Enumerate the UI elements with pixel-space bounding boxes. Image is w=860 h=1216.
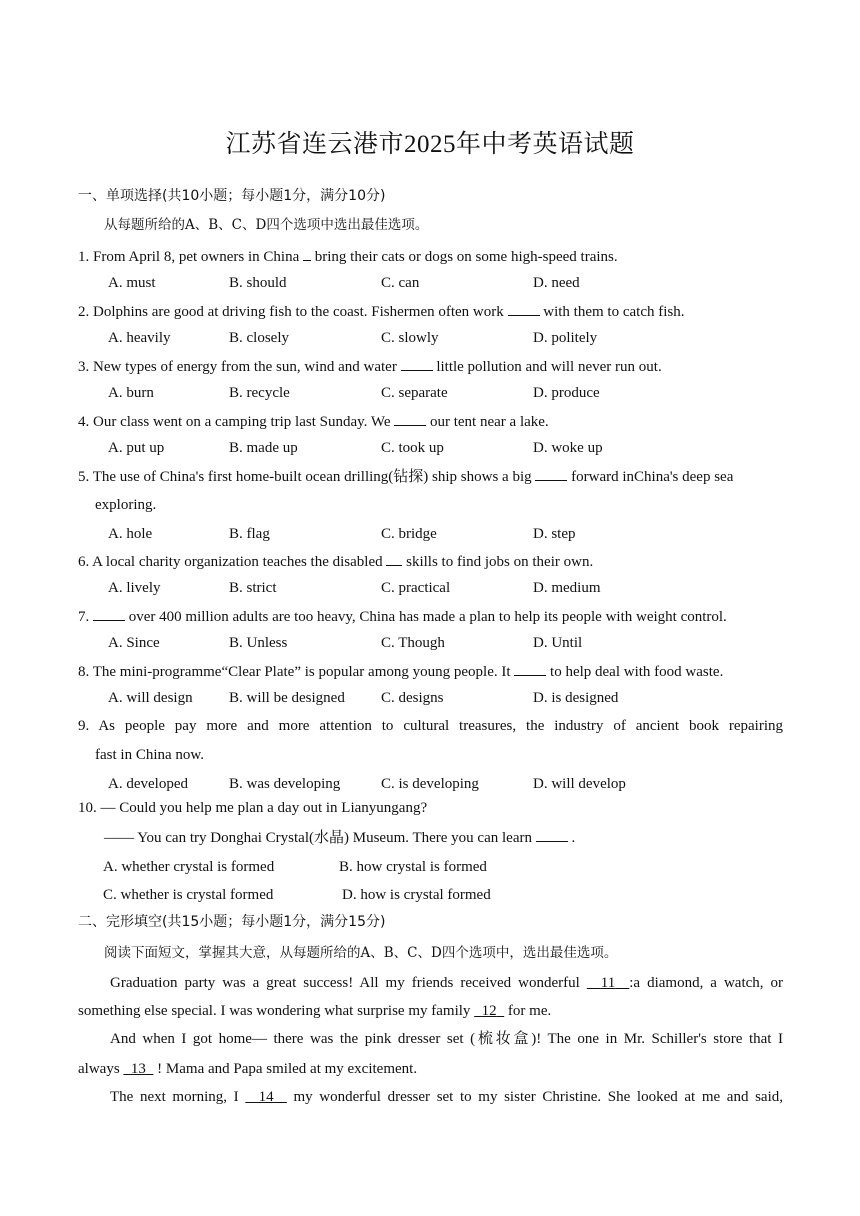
option-b: B. will be designed (229, 690, 345, 706)
option-b: B. closely (229, 330, 289, 346)
question-stem (78, 798, 427, 818)
option-d: D. step (533, 526, 576, 542)
option-a: A. put up (108, 440, 165, 456)
question-continuation (104, 827, 575, 848)
option-b: B. should (229, 275, 287, 291)
answer-blank (394, 411, 426, 426)
question-text: . (567, 830, 576, 846)
question-text: 1. From April 8, pet owners in China (78, 249, 303, 265)
passage-text: Graduation party was a great success! All my friends received wonderful (110, 975, 587, 991)
question-stem (78, 661, 723, 682)
blank-number: 13 (130, 1061, 146, 1077)
option-b: B. made up (229, 440, 298, 456)
question-text: bring their cats or dogs on some high-speed trains. (311, 249, 618, 265)
passage-text: ! Mama and Papa smiled at my excitement. (153, 1061, 418, 1077)
question-stem (78, 301, 684, 322)
option-d: D. will develop (533, 776, 626, 792)
question-text: 7. (78, 609, 93, 625)
section-1-instruction: 从每题所给的A、B、C、D四个选项中选出最佳选项。 (104, 217, 429, 233)
question-text: skills to find jobs on their own. (402, 554, 594, 570)
question-stem (78, 411, 549, 432)
question-stem (78, 606, 727, 627)
question-stem (78, 466, 733, 487)
option-b: B. how crystal is formed (339, 859, 487, 875)
section-2-instruction: 阅读下面短文，掌握其大意，从每题所给的A、B、C、D四个选项中，选出最佳选项。 (104, 945, 618, 961)
option-a: A. hole (108, 526, 153, 542)
question-text: our tent near a lake. (426, 414, 549, 430)
answer-blank (536, 827, 568, 842)
blank-number: 12 (481, 1003, 497, 1019)
passage-line (110, 1087, 783, 1107)
answer-blank (93, 606, 125, 621)
answer-blank (535, 466, 567, 481)
question-stem (78, 716, 783, 736)
question-stem (78, 356, 662, 377)
option-c: C. whether is crystal formed (103, 887, 274, 903)
option-a: A. must (108, 275, 156, 291)
option-b: B. was developing (229, 776, 341, 792)
option-c: C. can (381, 275, 420, 291)
option-d: D. produce (533, 385, 600, 401)
passage-text: for me. (504, 1003, 552, 1019)
answer-blank (386, 551, 402, 566)
answer-blank (514, 661, 546, 676)
option-d: D. need (533, 275, 580, 291)
option-b: B. flag (229, 526, 270, 542)
question-text: forward inChina's deep sea (567, 469, 734, 485)
question-continuation: exploring. (95, 497, 157, 513)
option-d: D. woke up (533, 440, 603, 456)
blank-number: 11 (600, 975, 616, 991)
option-a: A. will design (108, 690, 193, 706)
passage-line (78, 1059, 417, 1079)
question-stem (78, 551, 593, 572)
option-a: A. whether crystal is formed (103, 859, 275, 875)
option-a: A. lively (108, 580, 161, 596)
question-stem (78, 246, 618, 267)
option-b: B. strict (229, 580, 277, 596)
option-b: B. Unless (229, 635, 288, 651)
option-a: A. Since (108, 635, 160, 651)
option-d: D. medium (533, 580, 601, 596)
option-c: C. practical (381, 580, 451, 596)
question-text: 10. — Could you help me plan a day out in Lianyungang? (78, 800, 428, 816)
passage-line (78, 1001, 551, 1021)
passage-text: :a diamond, a watch, or (629, 975, 784, 991)
option-c: C. took up (381, 440, 444, 456)
option-c: C. is developing (381, 776, 479, 792)
question-text: little pollution and will never run out. (432, 359, 662, 375)
option-a: A. developed (108, 776, 188, 792)
option-d: D. Until (533, 635, 583, 651)
question-text: over 400 million adults are too heavy, China has made a plan to help its people with weight control. (125, 609, 727, 625)
section-1-heading: 一、单项选择(共10小题；每小题1分，满分10分) (78, 188, 386, 204)
passage-text: my wonderful dresser set to my sister Christine. She looked at me and said, (286, 1089, 784, 1105)
option-b: B. recycle (229, 385, 290, 401)
passage-text: The next morning, I (110, 1089, 246, 1105)
passage-text: And when I got home— there was the pink dresser set (梳妆盒)! The one in Mr. Schiller's store that I (110, 1031, 783, 1047)
option-c: C. Though (381, 635, 445, 651)
question-text: 5. The use of China's first home-built ocean drilling(钻探) ship shows a big (78, 469, 536, 485)
answer-blank (508, 301, 540, 316)
option-d: D. politely (533, 330, 598, 346)
question-text: 6. A local charity organization teaches the disabled (78, 554, 387, 570)
question-text: 8. The mini-programme“Clear Plate” is popular among young people. It (78, 664, 515, 680)
answer-blank (401, 356, 433, 371)
option-a: A. burn (108, 385, 154, 401)
question-text: —— You can try Donghai Crystal(水晶) Museum. There you can learn (104, 830, 536, 846)
option-d: D. is designed (533, 690, 619, 706)
question-text: 2. Dolphins are good at driving fish to the coast. Fishermen often work (78, 304, 508, 320)
question-text: with them to catch fish. (539, 304, 685, 320)
passage-line (110, 1029, 783, 1049)
question-text: to help deal with food waste. (546, 664, 724, 680)
option-c: C. bridge (381, 526, 437, 542)
option-c: C. slowly (381, 330, 439, 346)
option-c: C. designs (381, 690, 444, 706)
option-c: C. separate (381, 385, 448, 401)
section-2-heading: 二、完形填空(共15小题；每小题1分，满分15分) (78, 914, 386, 930)
passage-text: something else special. I was wondering what surprise my family (78, 1003, 475, 1019)
question-text: 4. Our class went on a camping trip last Sunday. We (78, 414, 395, 430)
passage-line (110, 973, 783, 993)
page-title: 江苏省连云港市2025年中考英语试题 (225, 131, 635, 158)
question-text: 3. New types of energy from the sun, wind and water (78, 359, 401, 375)
question-text: 9. As people pay more and more attention to cultural treasures, the industry of ancient book repairing (78, 718, 783, 734)
question-continuation: fast in China now. (95, 747, 205, 763)
answer-blank (303, 246, 311, 261)
option-a: A. heavily (108, 330, 171, 346)
blank-number: 14 (258, 1089, 274, 1105)
passage-text: always (78, 1061, 124, 1077)
option-d: D. how is crystal formed (342, 887, 491, 903)
